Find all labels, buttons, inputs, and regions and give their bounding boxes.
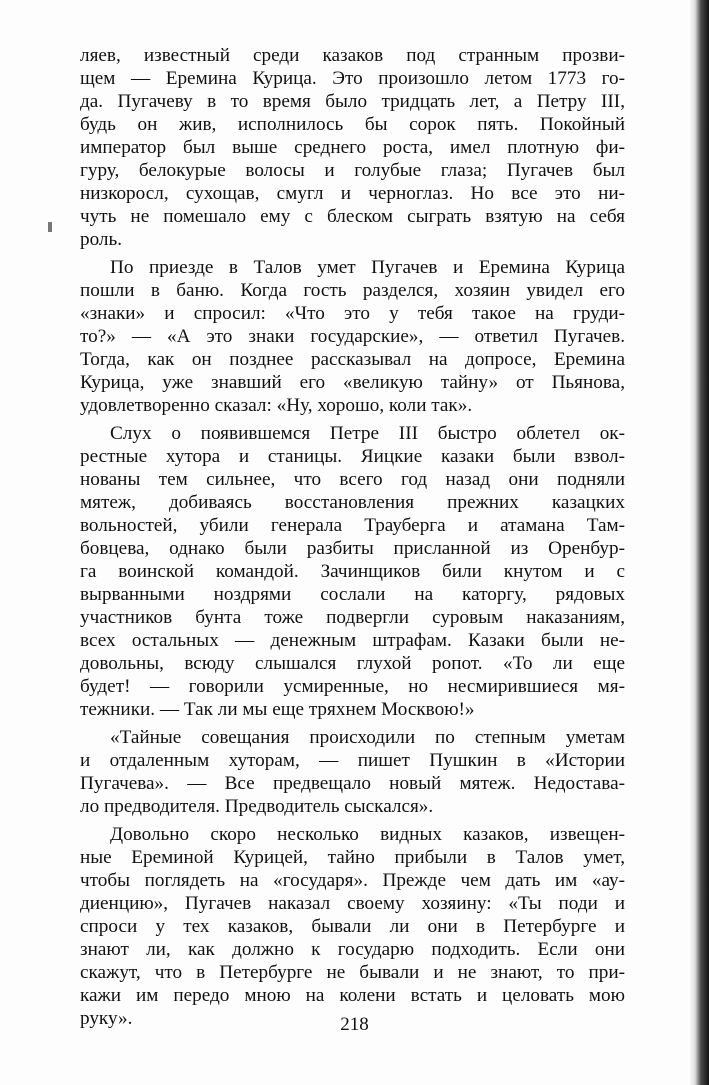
book-spine-shadow [689, 0, 709, 1085]
text-line: рестные хутора и станицы. Яицкие казаки были взвол- [80, 446, 625, 467]
text-line: будет! — говорили усмиренные, но несмирившиеся мя- [80, 676, 625, 697]
paragraph [80, 726, 625, 818]
text-line: знают ли, как должно к государю подходить. Если они [80, 939, 625, 960]
text-line: гуру, белокурые волосы и голубые глаза; Пугачев был [80, 160, 625, 181]
text-line: чтобы поглядеть на «государя». Прежде чем дать им «ау- [80, 870, 625, 891]
text-line: всех остальных — денежным штрафам. Казаки были не- [80, 630, 625, 651]
text-line: га воинской командой. Зачинщиков били кнутом и с [80, 561, 625, 582]
text-line: низкоросл, сухощав, смугл и черноглаз. Но все это ни- [80, 183, 625, 204]
text-line: руку». [80, 1008, 133, 1029]
page-number: 218 [340, 1014, 369, 1035]
text-line: довольны, всюду слышался глухой ропот. «То ли еще [80, 653, 625, 674]
text-line: спроси у тех казаков, бывали ли они в Петербурге и [80, 916, 625, 937]
text-line: будь он жив, исполнилось бы сорок пять. Покойный [80, 114, 625, 135]
text-line: По приезде в Талов умет Пугачев и Еремина Курица [110, 257, 625, 278]
paragraph [80, 422, 625, 721]
text-line: да. Пугачеву в то время было тридцать лет, а Петру III, [80, 91, 625, 112]
paragraph [80, 256, 625, 417]
text-line: пошли в баню. Когда гость разделся, хозяин увидел его [80, 280, 625, 301]
text-line: Курица, уже знавший его «великую тайну» от Пьянова, [80, 372, 625, 393]
text-line: бовцева, однако были разбиты присланной из Оренбур- [80, 538, 625, 559]
text-line: вольностей, убили генерала Трауберга и атамана Там- [80, 515, 625, 536]
text-line: ло предводителя. Предводитель сыскался». [80, 796, 434, 817]
text-line: скажут, что в Петербурге не бывали и не знают, то при- [80, 962, 625, 983]
text-line: диенцию», Пугачев наказал своему хозяину: «Ты поди и [80, 893, 625, 914]
text-line: удовлетворенно сказал: «Ну, хорошо, коли так». [80, 395, 473, 416]
body-text [80, 44, 625, 1030]
text-line: «знаки» и спросил: «Что это у тебя такое на груди- [80, 303, 625, 324]
text-line: чуть не помешало ему с блеском сыграть взятую на себя [80, 206, 625, 227]
paragraph [80, 823, 625, 1030]
text-line: нованы тем сильнее, что всего год назад они подняли [80, 469, 625, 490]
paragraph [80, 44, 625, 251]
text-line: Слух о появившемся Петре III быстро облетел ок- [110, 423, 625, 444]
text-line: ляев, известный среди казаков под странным прозви- [80, 45, 625, 66]
text-line: «Тайные совещания происходили по степным уметам [110, 727, 625, 748]
text-line: кажи им передо мною на колени встать и целовать мою [80, 985, 625, 1006]
text-line: Тогда, как он позднее рассказывал на допросе, Еремина [80, 349, 625, 370]
scan-artifact [48, 222, 52, 232]
text-line: император был выше среднего роста, имел плотную фи- [80, 137, 625, 158]
text-line: Пугачева». — Все предвещало новый мятеж. Недостава- [80, 773, 625, 794]
text-line: вырванными ноздрями сослали на каторгу, рядовых [80, 584, 625, 605]
text-line: и отдаленным хуторам, — пишет Пушкин в «Истории [80, 750, 625, 771]
text-line: ные Ереминой Курицей, тайно прибыли в Талов умет, [80, 847, 625, 868]
text-line: Довольно скоро несколько видных казаков, извещен- [110, 824, 625, 845]
text-line: роль. [80, 229, 123, 250]
text-line: мятеж, добиваясь восстановления прежних казацких [80, 492, 625, 513]
text-line: щем — Еремина Курица. Это произошло летом 1773 го- [80, 68, 625, 89]
text-line: участников бунта тоже подвергли суровым наказаниям, [80, 607, 625, 628]
text-line: то?» — «А это знаки государские», — ответил Пугачев. [80, 326, 625, 347]
text-line: тежники. — Так ли мы еще тряхнем Москвою!» [80, 699, 475, 720]
